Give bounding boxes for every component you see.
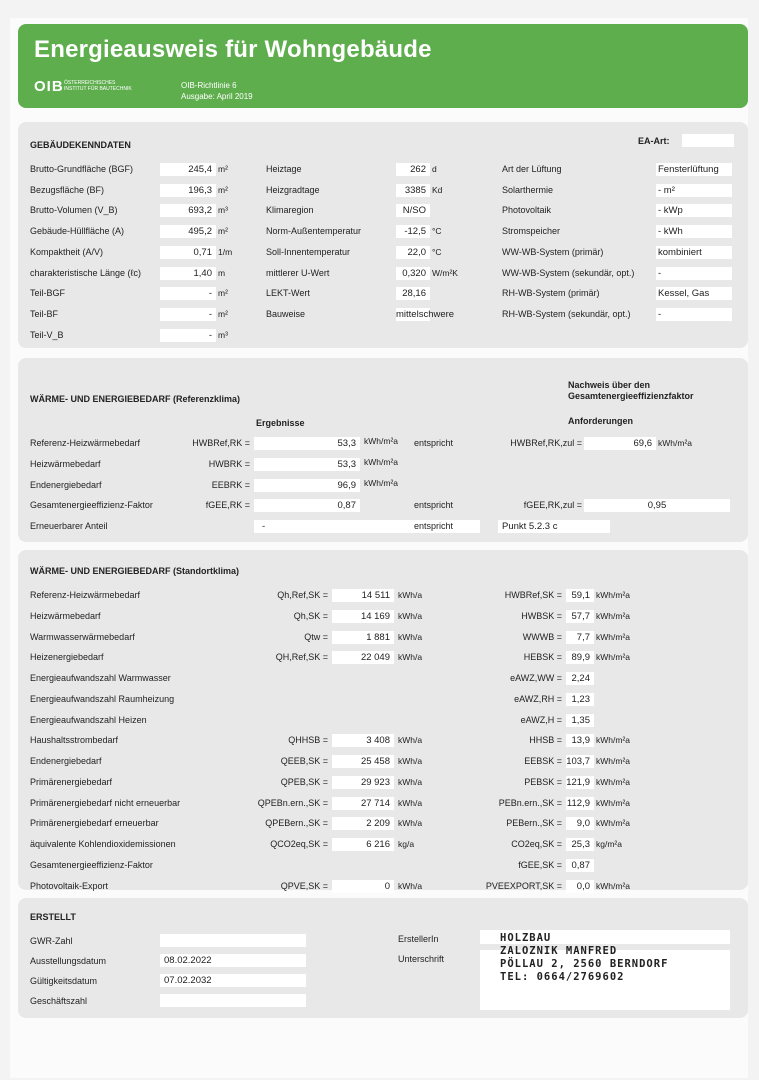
building-data-value[interactable]: 693,2 (160, 204, 216, 217)
building-data-label: WW-WB-System (primär) (502, 247, 604, 257)
building-data-label: Heiztage (266, 164, 302, 174)
building-data-value[interactable]: - (160, 308, 216, 321)
oib-logo-subtitle: ÖSTERREICHISCHES INSTITUT FÜR BAUTECHNIK (64, 80, 132, 92)
creator-stamp (500, 932, 668, 984)
site-unit: kWh/a (398, 798, 423, 808)
site-label: Photovoltaik-Export (30, 881, 109, 891)
building-data-value[interactable]: - (160, 287, 216, 300)
oib-guideline (181, 80, 253, 102)
building-data-label: Art der Lüftung (502, 164, 562, 174)
building-data-label: Bezugsfläche (BF) (30, 185, 105, 195)
site-label: Energieaufwandszahl Warmwasser (30, 673, 171, 683)
efficiency-proof-heading: Nachweis über den Gesamtenergieeffizienzfaktor (568, 380, 694, 401)
building-data-value[interactable]: 28,16 (396, 287, 430, 300)
site-value[interactable]: 6 216 (332, 838, 394, 851)
building-data-label: Photovoltaik (502, 205, 552, 215)
building-data-unit: m² (218, 185, 228, 195)
site-specific-value[interactable]: 89,9 (566, 651, 594, 664)
site-specific-symbol: eAWZ,H = (520, 715, 562, 725)
site-specific-unit: kWh/m²a (596, 818, 630, 828)
reference-symbol: HWBRK = (208, 459, 250, 469)
site-value[interactable]: 1 881 (332, 631, 394, 644)
site-specific-symbol: EEBSK = (524, 756, 562, 766)
site-specific-value[interactable]: 9,0 (566, 817, 594, 830)
building-data-value[interactable]: - kWp (656, 204, 732, 217)
building-data-value[interactable]: 495,2 (160, 225, 216, 238)
site-label: Endenergiebedarf (30, 756, 102, 766)
requirement-value[interactable]: Punkt 5.2.3 c (498, 520, 610, 533)
site-unit: kWh/a (398, 756, 423, 766)
site-label: Energieaufwandszahl Heizen (30, 715, 147, 725)
reference-label: Endenergiebedarf (30, 480, 102, 490)
reference-climate-panel (18, 358, 748, 542)
site-specific-unit: kWh/m²a (596, 632, 630, 642)
building-data-label: Klimaregion (266, 205, 314, 215)
reference-symbol: HWBRef,RK = (192, 438, 250, 448)
building-data-label: Brutto-Grundfläche (BGF) (30, 164, 134, 174)
created-value[interactable] (160, 994, 306, 1007)
site-specific-value[interactable]: 2,24 (566, 672, 594, 685)
site-specific-unit: kg/m²a (596, 839, 622, 849)
building-data-value[interactable]: mittelschwere (396, 309, 455, 320)
header-banner (18, 24, 748, 108)
building-data-unit: m² (218, 309, 228, 319)
building-data-value[interactable]: Kessel, Gas (656, 287, 732, 300)
site-value[interactable]: 22 049 (332, 651, 394, 664)
building-data-value[interactable]: 0,71 (160, 246, 216, 259)
building-data-label: Norm-Außentemperatur (266, 226, 362, 236)
site-specific-symbol: PEBSK = (524, 777, 562, 787)
reference-label: Heizwärmebedarf (30, 459, 101, 469)
oib-logo: OIB (34, 78, 64, 95)
site-specific-symbol: PEBern.,SK = (506, 818, 562, 828)
requirements-heading: Anforderungen (568, 416, 633, 426)
site-symbol: Qh,Ref,SK = (277, 590, 328, 600)
building-data-title: GEBÄUDEKENNDATEN (30, 140, 131, 150)
building-data-value[interactable]: 22,0 (396, 246, 430, 259)
requirement-symbol: HWBRef,RK,zul = (510, 438, 582, 448)
reference-value[interactable]: - (254, 520, 480, 533)
building-data-label: Bauweise (266, 309, 306, 319)
site-symbol: QPEBern.,SK = (265, 818, 328, 828)
site-specific-value[interactable]: 25,3 (566, 838, 594, 851)
building-data-unit: m³ (218, 330, 228, 340)
site-specific-value[interactable]: 59,1 (566, 589, 594, 602)
site-unit: kWh/a (398, 611, 423, 621)
reference-label: Gesamtenergieeffizienz-Faktor (30, 500, 153, 510)
site-label: Primärenergiebedarf nicht erneuerbar (30, 798, 181, 808)
created-label: Gültigkeitsdatum (30, 976, 98, 986)
building-data-value[interactable]: - (656, 308, 732, 321)
reference-value[interactable]: 53,3 (254, 437, 360, 450)
site-climate-title: WÄRME- UND ENERGIEBEDARF (Standortklima) (30, 566, 240, 576)
building-data-label: Teil-BF (30, 309, 59, 319)
building-data-value[interactable]: - m² (656, 184, 732, 197)
site-specific-symbol: CO2eq,SK = (511, 839, 562, 849)
building-data-unit: m (218, 268, 226, 278)
building-data-label: Stromspeicher (502, 226, 561, 236)
reference-value[interactable]: 53,3 (254, 458, 360, 471)
requirement-symbol: fGEE,RK,zul = (523, 500, 582, 510)
reference-unit: kWh/m²a (364, 457, 398, 467)
created-title: ERSTELLT (30, 912, 76, 922)
site-value[interactable]: 2 209 (332, 817, 394, 830)
building-data-label: LEKT-Wert (266, 288, 310, 298)
site-label: Referenz-Heizwärmebedarf (30, 590, 141, 600)
entspricht-label: entspricht (414, 438, 454, 448)
reference-label: Erneuerbarer Anteil (30, 521, 108, 531)
building-data-value[interactable]: 1,40 (160, 267, 216, 280)
building-data-unit: m² (218, 288, 228, 298)
entspricht-label: entspricht (414, 521, 454, 531)
site-specific-symbol: HWBSK = (521, 611, 562, 621)
site-value[interactable]: 27 714 (332, 797, 394, 810)
site-value[interactable]: 0 (332, 880, 394, 893)
reference-symbol: fGEE,RK = (205, 500, 250, 510)
site-symbol: QH,Ref,SK = (275, 652, 328, 662)
building-data-value[interactable]: - (160, 329, 216, 342)
site-label: Warmwasserwärmebedarf (30, 632, 135, 642)
site-specific-value[interactable]: 0,0 (566, 880, 594, 893)
reference-climate-title: WÄRME- UND ENERGIEBEDARF (Referenzklima) (30, 394, 241, 404)
building-data-label: mittlerer U-Wert (266, 268, 330, 278)
site-climate-panel (18, 550, 748, 890)
site-label: Primärenergiebedarf (30, 777, 113, 787)
site-unit: kWh/a (398, 590, 423, 600)
oib-richtlinie: OIB-Richtlinie 6 (181, 81, 237, 90)
signature-label: Unterschrift (398, 954, 445, 964)
building-data-label: Teil-V_B (30, 330, 64, 340)
site-specific-value[interactable]: 103,7 (566, 755, 594, 768)
building-data-unit: Kd (432, 185, 443, 195)
site-specific-symbol: HEBSK = (523, 652, 562, 662)
site-value[interactable]: 14 169 (332, 610, 394, 623)
site-unit: kWh/a (398, 652, 423, 662)
building-data-label: Soll-Innentemperatur (266, 247, 351, 257)
results-heading: Ergebnisse (256, 418, 305, 428)
site-symbol: QHHSB = (288, 735, 328, 745)
building-data-unit: °C (432, 247, 442, 257)
requirement-value[interactable]: 69,6 (584, 437, 656, 450)
site-symbol: QPEBn.ern.,SK = (257, 798, 328, 808)
site-unit: kWh/a (398, 818, 423, 828)
site-unit: kWh/a (398, 735, 423, 745)
building-data-unit: m² (218, 226, 228, 236)
site-label: Gesamtenergieeffizienz-Faktor (30, 860, 153, 870)
site-value[interactable]: 3 408 (332, 734, 394, 747)
created-label: Ausstellungsdatum (30, 956, 107, 966)
created-label: GWR-Zahl (30, 936, 73, 946)
site-specific-unit: kWh/m²a (596, 611, 630, 621)
entspricht-label: entspricht (414, 500, 454, 510)
site-specific-symbol: eAWZ,RH = (514, 694, 562, 704)
site-specific-value[interactable]: 1,23 (566, 693, 594, 706)
site-specific-value[interactable]: 57,7 (566, 610, 594, 623)
site-specific-value[interactable]: 0,87 (566, 859, 594, 872)
reference-label: Referenz-Heizwärmebedarf (30, 438, 141, 448)
created-value[interactable] (160, 934, 306, 947)
site-specific-value[interactable]: 13,9 (566, 734, 594, 747)
building-data-value[interactable]: Fensterlüftung (656, 163, 732, 176)
reference-symbol: EEBRK = (211, 480, 250, 490)
site-unit: kWh/a (398, 777, 423, 787)
created-value[interactable]: 07.02.2032 (160, 974, 306, 987)
created-panel (18, 898, 748, 1018)
site-specific-unit: kWh/m²a (596, 777, 630, 787)
building-data-unit: W/m²K (432, 268, 458, 278)
site-specific-value[interactable]: 112,9 (566, 797, 594, 810)
site-specific-unit: kWh/m²a (596, 756, 630, 766)
site-symbol: Qtw = (304, 632, 328, 642)
site-specific-unit: kWh/m²a (596, 881, 630, 891)
reference-unit: kWh/m²a (364, 436, 398, 446)
building-data-label: Teil-BGF (30, 288, 66, 298)
reference-value[interactable]: 0,87 (254, 499, 360, 512)
building-data-value[interactable]: 196,3 (160, 184, 216, 197)
building-data-label: RH-WB-System (sekundär, opt.) (502, 309, 631, 319)
site-unit: kWh/a (398, 881, 423, 891)
building-data-value[interactable]: - kWh (656, 225, 732, 238)
building-data-unit: m³ (218, 205, 228, 215)
building-data-panel (18, 122, 748, 348)
site-specific-unit: kWh/m²a (596, 735, 630, 745)
building-data-unit: m² (218, 164, 228, 174)
site-unit: kWh/a (398, 632, 423, 642)
building-data-label: WW-WB-System (sekundär, opt.) (502, 268, 635, 278)
stamp-line-2: ZALOZNIK MANFRED (500, 945, 618, 957)
reference-unit: kWh/m²a (364, 478, 398, 488)
stamp-line-1: HOLZBAU (500, 932, 552, 944)
building-data-value[interactable]: 0,320 (396, 267, 430, 280)
site-specific-value[interactable]: 7,7 (566, 631, 594, 644)
building-data-label: Solarthermie (502, 185, 554, 195)
site-specific-symbol: fGEE,SK = (518, 860, 562, 870)
site-value[interactable]: 14 511 (332, 589, 394, 602)
site-label: Energieaufwandszahl Raumheizung (30, 694, 175, 704)
site-symbol: Qh,SK = (293, 611, 328, 621)
site-label: Heizwärmebedarf (30, 611, 101, 621)
site-label: Primärenergiebedarf erneuerbar (30, 818, 159, 828)
building-data-unit: 1/m (218, 247, 233, 257)
reference-value[interactable]: 96,9 (254, 479, 360, 492)
site-specific-unit: kWh/m²a (596, 590, 630, 600)
site-label: äquivalente Kohlendioxidemissionen (30, 839, 176, 849)
site-specific-symbol: WWWB = (522, 632, 562, 642)
site-specific-symbol: HWBRef,SK = (504, 590, 562, 600)
requirement-value[interactable]: 0,95 (584, 499, 730, 512)
building-data-label: RH-WB-System (primär) (502, 288, 600, 298)
site-specific-unit: kWh/m²a (596, 798, 630, 808)
building-data-label: Kompaktheit (A/V) (30, 247, 104, 257)
building-data-unit: °C (432, 226, 442, 236)
site-symbol: QEEB,SK = (280, 756, 328, 766)
building-data-value[interactable]: 262 (396, 163, 430, 176)
building-data-label: charakteristische Länge (ℓc) (30, 268, 141, 278)
building-data-value[interactable]: 245,4 (160, 163, 216, 176)
site-specific-symbol: PVEEXPORT,SK = (485, 881, 562, 891)
building-data-value[interactable]: kombiniert (656, 246, 732, 259)
site-unit: kg/a (398, 839, 415, 849)
site-specific-symbol: HHSB = (529, 735, 562, 745)
site-specific-value[interactable]: 1,35 (566, 714, 594, 727)
site-specific-symbol: PEBn.ern.,SK = (498, 798, 562, 808)
creator-label: ErstellerIn (398, 934, 439, 944)
stamp-line-3: PÖLLAU 2, 2560 BERNDORF (500, 958, 669, 970)
site-symbol: QPEB,SK = (280, 777, 328, 787)
site-value[interactable]: 29 923 (332, 776, 394, 789)
site-label: Heizenergiebedarf (30, 652, 104, 662)
energy-certificate-page (10, 18, 748, 1078)
site-symbol: QPVE,SK = (280, 881, 328, 891)
site-specific-symbol: eAWZ,WW = (510, 673, 562, 683)
building-data-label: Gebäude-Hüllfläche (A) (30, 226, 125, 236)
site-symbol: QCO2eq,SK = (270, 839, 328, 849)
ea-art-label: EA-Art: (638, 136, 670, 146)
requirement-unit: kWh/m²a (658, 438, 692, 448)
building-data-value[interactable]: - (656, 267, 732, 280)
building-data-label: Heizgradtage (266, 185, 320, 195)
site-specific-unit: kWh/m²a (596, 652, 630, 662)
page-title: Energieausweis für Wohngebäude (34, 36, 432, 63)
building-data-unit: d (432, 164, 437, 174)
building-data-value[interactable]: 3385 (396, 184, 430, 197)
building-data-value[interactable]: N/SO (396, 204, 430, 217)
ea-art-field[interactable] (682, 134, 734, 147)
building-data-label: Brutto-Volumen (V_B) (30, 205, 118, 215)
created-value[interactable]: 08.02.2022 (160, 954, 306, 967)
created-label: Geschäftszahl (30, 996, 88, 1006)
site-label: Haushaltsstrombedarf (30, 735, 119, 745)
site-value[interactable]: 25 458 (332, 755, 394, 768)
site-specific-value[interactable]: 121,9 (566, 776, 594, 789)
oib-ausgabe: Ausgabe: April 2019 (181, 92, 253, 101)
building-data-value[interactable]: -12,5 (396, 225, 430, 238)
stamp-line-4: TEL: 0664/2769602 (500, 971, 625, 983)
